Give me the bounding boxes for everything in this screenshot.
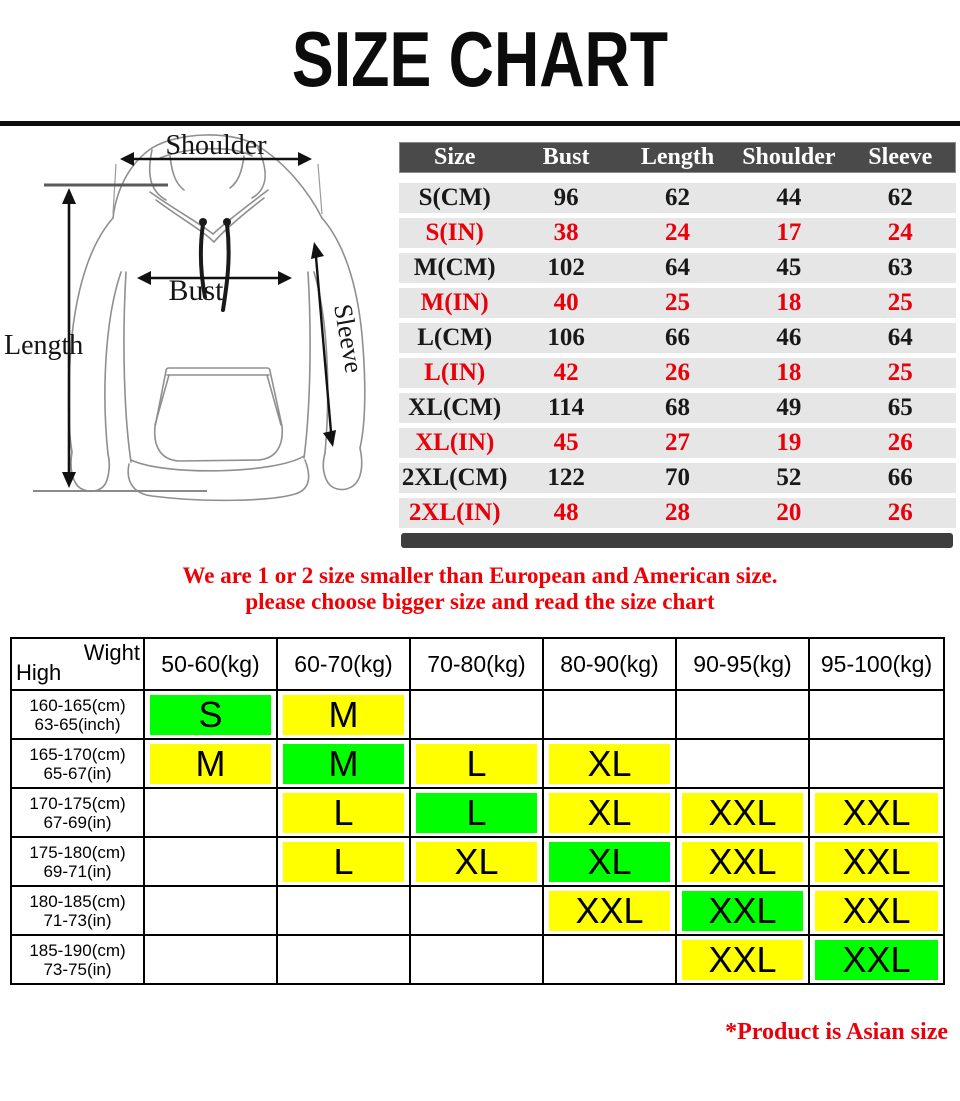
- fit-cell: [150, 940, 271, 980]
- fit-cell: L: [283, 842, 404, 882]
- weight-header-5: 95-100(kg): [809, 638, 944, 690]
- fit-cell: [549, 695, 670, 735]
- fit-cell: XXL: [682, 842, 803, 882]
- weight-header-4: 90-95(kg): [676, 638, 809, 690]
- fit-cell: XXL: [815, 793, 938, 833]
- size-row-l-cm: L(CM) 106 66 46 64: [399, 323, 956, 353]
- sizing-notice-line2: please choose bigger size and read the size chart: [245, 589, 715, 614]
- hoodie-measurement-diagram: [0, 130, 400, 555]
- height-label-1: 165-170(cm) 65-67(in): [11, 739, 144, 788]
- fit-cell: M: [283, 744, 404, 784]
- size-table-footer-bar: [401, 533, 953, 548]
- drawstring-eyelet-left: [199, 218, 207, 226]
- fit-cell: XL: [549, 842, 670, 882]
- col-header-length: Length: [640, 144, 715, 170]
- bust-label: Bust: [168, 274, 224, 307]
- col-header-size: Size: [434, 144, 476, 170]
- height-label-0: 160-165(cm) 63-65(inch): [11, 690, 144, 739]
- size-row-s-cm: S(CM) 96 62 44 62: [399, 183, 956, 213]
- fit-cell: XL: [416, 842, 537, 882]
- height-label-5: 185-190(cm) 73-75(in): [11, 935, 144, 984]
- size-row-2xl-in: 2XL(IN) 48 28 20 26: [399, 498, 956, 528]
- fit-cell: L: [416, 793, 537, 833]
- corner-weight-label: Wight: [83, 640, 140, 665]
- title-wrap: [0, 14, 960, 103]
- fit-cell: [416, 940, 537, 980]
- fit-cell: XL: [549, 744, 670, 784]
- size-row-m-in: M(IN) 40 25 18 25: [399, 288, 956, 318]
- fit-cell: XXL: [815, 842, 938, 882]
- fit-row-0: [11, 690, 944, 739]
- fit-cell: [150, 842, 271, 882]
- fit-row-3: [11, 837, 944, 886]
- fit-cell: [815, 744, 938, 784]
- fit-cell: [682, 695, 803, 735]
- corner-cell: [11, 638, 144, 690]
- guide-lines: [113, 164, 322, 214]
- fit-cell: XXL: [682, 793, 803, 833]
- fit-cell: XXL: [815, 940, 938, 980]
- size-row-s-in: S(IN) 38 24 17 24: [399, 218, 956, 248]
- fit-cell: [815, 695, 938, 735]
- col-header-bust: Bust: [542, 144, 590, 170]
- corner-height-label: High: [16, 660, 62, 685]
- drawstring-eyelet-right: [223, 218, 231, 226]
- height-label-2: 170-175(cm) 67-69(in): [11, 788, 144, 837]
- fit-cell: M: [283, 695, 404, 735]
- size-row-xl-cm: XL(CM) 114 68 49 65: [399, 393, 956, 423]
- size-table-header: [399, 142, 956, 173]
- fit-cell: S: [150, 695, 271, 735]
- fit-matrix-table: [10, 637, 945, 985]
- fit-cell: M: [150, 744, 271, 784]
- pocket: [155, 368, 283, 461]
- fit-cell: [150, 793, 271, 833]
- fit-row-5: [11, 935, 944, 984]
- weight-header-1: 60-70(kg): [277, 638, 410, 690]
- fit-cell: L: [283, 793, 404, 833]
- fit-cell: XL: [549, 793, 670, 833]
- col-header-shoulder: Shoulder: [742, 144, 836, 170]
- fit-cell: XXL: [815, 891, 938, 931]
- size-row-l-in: L(IN) 42 26 18 25: [399, 358, 956, 388]
- weight-header-2: 70-80(kg): [410, 638, 543, 690]
- fit-row-1: [11, 739, 944, 788]
- fit-row-4: [11, 886, 944, 935]
- shoulder-label: Shoulder: [165, 130, 267, 161]
- weight-header-3: 80-90(kg): [543, 638, 676, 690]
- height-label-4: 180-185(cm) 71-73(in): [11, 886, 144, 935]
- fit-cell: XXL: [549, 891, 670, 931]
- fit-cell: [416, 695, 537, 735]
- size-row-2xl-cm: 2XL(CM) 122 70 52 66: [399, 463, 956, 493]
- fit-cell: [283, 940, 404, 980]
- fit-row-2: [11, 788, 944, 837]
- fit-cell: [150, 891, 271, 931]
- height-label-3: 175-180(cm) 69-71(in): [11, 837, 144, 886]
- sizing-notice-line1: We are 1 or 2 size smaller than European and American size.: [182, 563, 778, 588]
- sizing-notice: [0, 563, 960, 615]
- size-row-m-cm: M(CM) 102 64 45 63: [399, 253, 956, 283]
- fit-cell: XXL: [682, 891, 803, 931]
- fit-cell: [682, 744, 803, 784]
- weight-header-0: 50-60(kg): [144, 638, 277, 690]
- fit-cell: L: [416, 744, 537, 784]
- page-title: SIZE CHART: [291, 15, 669, 103]
- length-label: Length: [4, 330, 84, 361]
- fit-cell: [416, 891, 537, 931]
- size-row-xl-in: XL(IN) 45 27 19 26: [399, 428, 956, 458]
- fit-header-row: [11, 638, 944, 690]
- fit-cell: [549, 940, 670, 980]
- fit-cell: XXL: [682, 940, 803, 980]
- fit-cell: [283, 891, 404, 931]
- title-divider: [0, 121, 960, 126]
- size-table: [399, 142, 956, 548]
- asian-size-footnote: *Product is Asian size: [725, 1019, 948, 1045]
- sleeve-label: Sleeve: [328, 301, 369, 376]
- col-header-sleeve: Sleeve: [868, 144, 933, 170]
